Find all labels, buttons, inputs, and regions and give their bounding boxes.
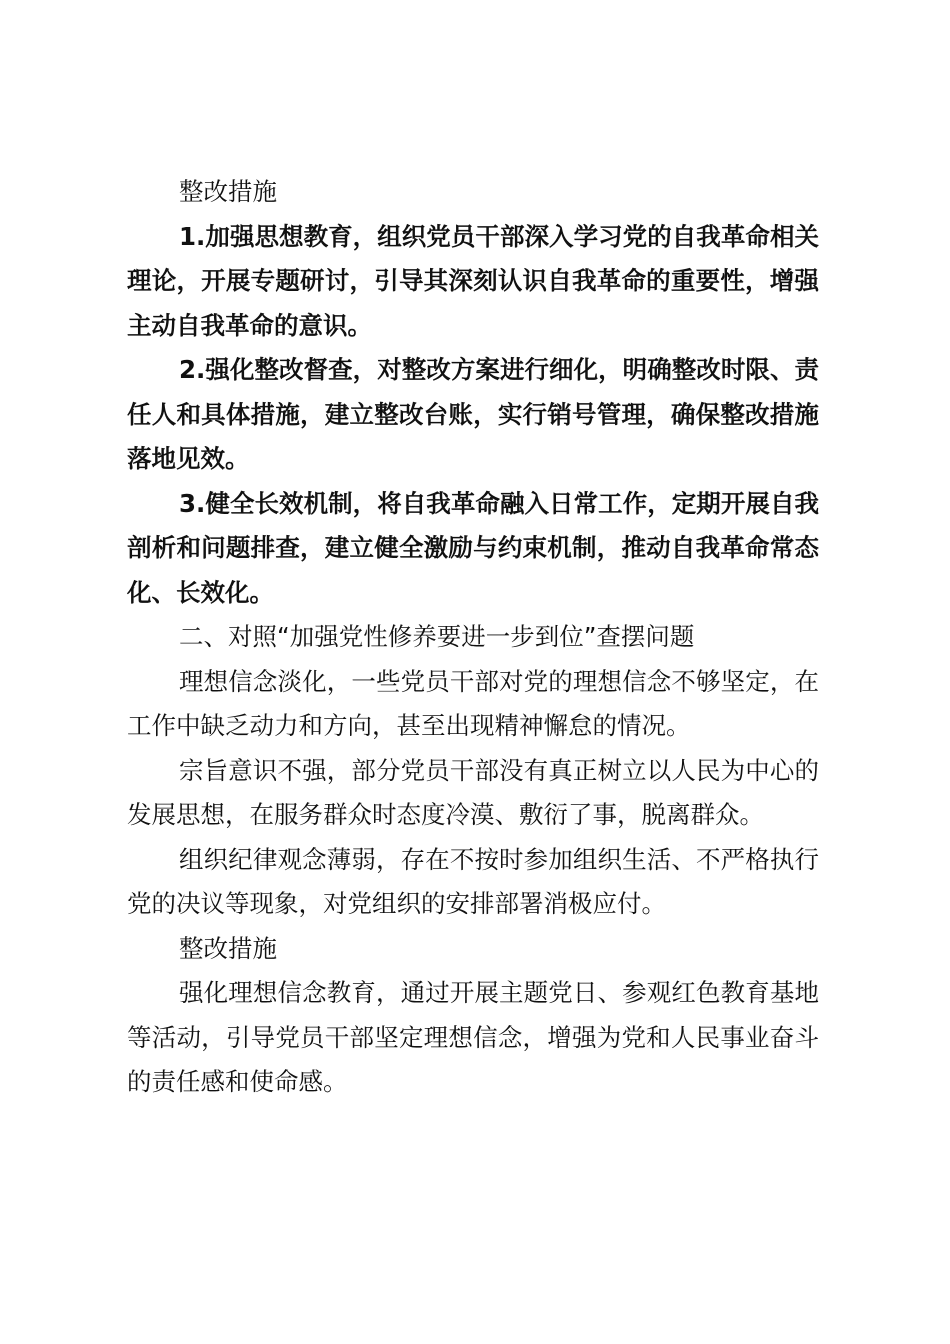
measure-item-2: 2.强化整改督查，对整改方案进行细化，明确整改时限、责任人和具体措施，建立整改台账，实行销号管理，确保整改措施落地见效。 [127, 355, 819, 473]
problem-paragraph-discipline: 组织纪律观念薄弱，存在不按时参加组织生活、不严格执行党的决议等现象，对党组织的安排部署消极应付。 [127, 844, 819, 918]
document-body [127, 170, 819, 1105]
section-heading-rectification-measures: 整改措施 [179, 177, 277, 206]
section-heading-rectification-measures-2: 整改措施 [179, 933, 277, 963]
problem-paragraph-ideals: 理想信念淡化，一些党员干部对党的理想信念不够坚定，在工作中缺乏动力和方向，甚至出现精神懈怠的情况。 [127, 666, 819, 740]
measure-item-3: 3.健全长效机制，将自我革命融入日常工作，定期开展自我剖析和问题排查，建立健全激励与约束机制，推动自我革命常态化、长效化。 [127, 488, 819, 607]
problem-paragraph-purpose: 宗旨意识不强，部分党员干部没有真正树立以人民为中心的发展思想，在服务群众时态度冷漠、敷衍了事，脱离群众。 [127, 755, 819, 829]
measure-paragraph-ideals-education: 强化理想信念教育，通过开展主题党日、参观红色教育基地等活动，引导党员干部坚定理想信念，增强为党和人民事业奋斗的责任感和使命感。 [127, 978, 819, 1096]
measure-item-1: 1.加强思想教育，组织党员干部深入学习党的自我革命相关理论，开展专题研讨，引导其深刻认识自我革命的重要性，增强主动自我革命的意识。 [127, 221, 819, 340]
section-heading-two: 二、对照“加强党性修养要进一步到位”查摆问题 [179, 622, 695, 651]
